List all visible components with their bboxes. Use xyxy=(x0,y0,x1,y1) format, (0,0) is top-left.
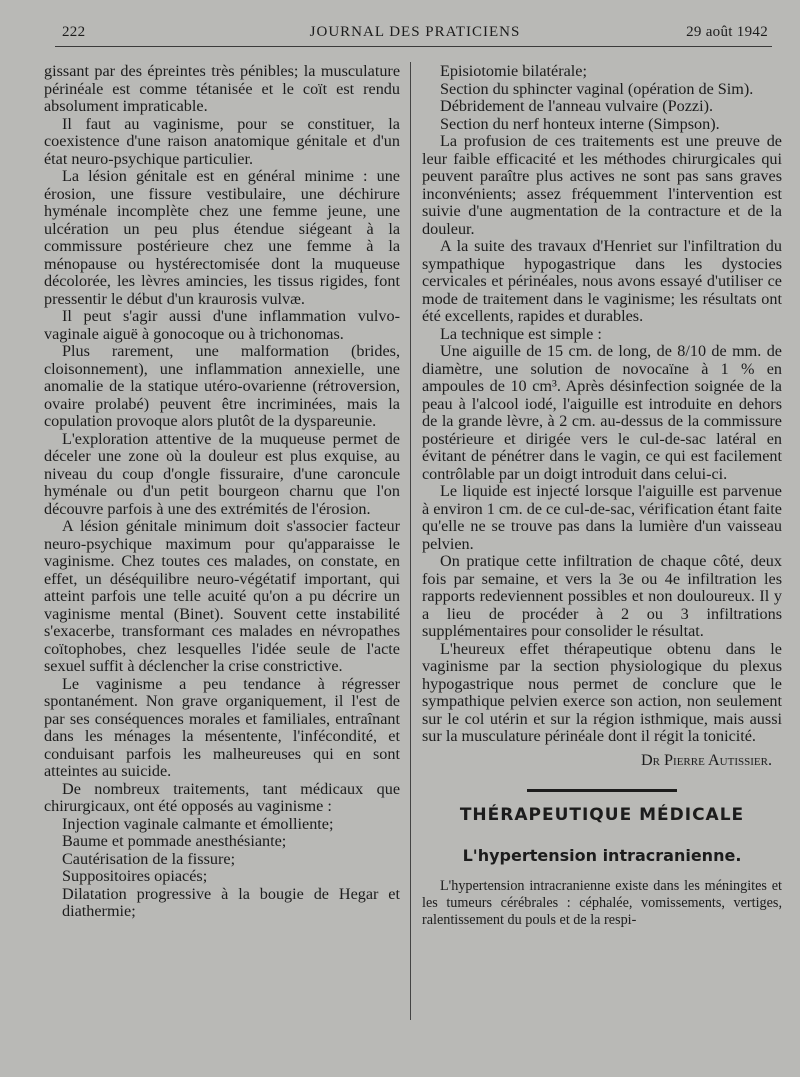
right-column xyxy=(422,63,782,929)
paragraph: Il peut s'agir aussi d'une inflammation vulvo-vaginale aiguë à gonocoque ou à trichonomas. xyxy=(44,307,400,343)
article-title: L'hypertension intracranienne. xyxy=(462,845,742,865)
list-item: Section du nerf honteux interne (Simpson). xyxy=(440,114,720,133)
list-item: Injection vaginale calmante et émolliente; xyxy=(62,814,334,833)
list-item: Episiotomie bilatérale; xyxy=(440,62,587,80)
paragraph: L'exploration attentive de la muqueuse permet de déceler une zone où la douleur est plus exquise, au niveau du coup d'ongle fissuraire, d'une caroncule hyménale ou d'un petit bourgeon charnu que l'on découvre parfois à une des extrémités de l'érosion. xyxy=(44,429,400,518)
issue-date: 29 août 1942 xyxy=(686,24,768,40)
section-separator xyxy=(527,789,677,792)
list-item: Suppositoires opiacés; xyxy=(62,867,208,885)
paragraph: Une aiguille de 15 cm. de long, de 8/10 de mm. de diamètre, une solution de novocaïne à 1 % en ampoules de 10 cm³. Après désinfection soignée de la peau à l'alcool iodé, l'aiguille est introduite en dehors de la grande lèvre, à 2 cm. au-dessus de la commissure postérieure et dirigée vers le cul-de-sac latéral en évitant de pénétrer dans le vagin, ce qui est facilement contrôlable par un doigt introduit dans celui-ci. xyxy=(422,342,782,483)
paragraph: A la suite des travaux d'Henriet sur l'infiltration du sympathique hypogastrique dans les dystocies cervicales et périnéales, nous avons essayé d'utiliser ce mode de traitement dans le vaginisme; les résultats ont été excellents, rapides et durables. xyxy=(422,237,782,325)
paragraph: On pratique cette infiltration de chaque côté, deux fois par semaine, et vers la 3e ou 4e infiltration les rapports redeviennent possibles et non douloureux. Il y a lieu de procéder à 2 ou 3 infiltrations supplémentaires pour consolider le résultat. xyxy=(422,552,782,640)
paragraph: A lésion génitale minimum doit s'associer facteur neuro-psychique maximum pour qu'apparaisse le vaginisme. Chez toutes ces malades, on constate, en effet, un déséquilibre neuro-végétatif important, qui atteint parfois une telle acuité qu'on a pu décrire un vaginisme mental (Binet). Souvent cette instabilité s'exacerbe, transformant ces malades en névropathes coïtophobes, chez lesquelles l'idée seule de l'acte sexuel suffit à déclencher la crise constrictive. xyxy=(44,517,400,675)
paragraph: Le vaginisme a peu tendance à régresser spontanément. Non grave organiquement, il l'est de par ses conséquences morales et familiales, entraînant dans les ménages la mésentente, l'infécondité, et conduisant parfois les malheureuses qui en sont atteintes au suicide. xyxy=(44,674,400,780)
list-item: Débridement de l'anneau vulvaire (Pozzi). xyxy=(440,97,714,115)
paragraph: Le liquide est injecté lorsque l'aiguille est parvenue à environ 1 cm. de ce cul-de-sac, vérification étant faite qu'elle ne se trouve pas dans la lumière d'un vaisseau pelvien. xyxy=(422,482,782,553)
journal-title: JOURNAL DES PRATICIENS xyxy=(309,24,521,40)
article-intro: L'hypertension intracranienne existe dans les méningites et les tumeurs cérébrales : céphalée, vomissements, vertiges, ralentissement du pouls et de la respi- xyxy=(422,878,782,928)
list-item: Section du sphincter vaginal (opération de Sim). xyxy=(440,79,754,98)
header-rule xyxy=(55,46,772,47)
list-item: Baume et pommade anesthésiante; xyxy=(62,832,287,850)
page-number: 222 xyxy=(62,24,86,40)
paragraph: gissant par des épreintes très pénibles; la musculature périnéale est comme tétanisée et le coït est rendu absolument impraticable. xyxy=(44,62,400,115)
paragraph: De nombreux traitements, tant médicaux que chirurgicaux, ont été opposés au vaginisme : xyxy=(44,779,400,815)
column-divider xyxy=(410,62,411,1020)
page-header xyxy=(62,20,768,46)
paragraph: Plus rarement, une malformation (brides, cloisonnement), une inflammation annexielle, une anomalie de la statique utéro-ovarienne (rétroversion, ovaire prolabé) peuvent être incriminées, mais la copulation provoque alors plutôt de la dyspareunie. xyxy=(44,342,400,430)
paragraph: Il faut au vaginisme, pour se constituer, la coexistence d'une raison anatomique génitale et d'un état neuro-psychique particulier. xyxy=(44,114,400,168)
paragraph-text: La lésion génitale est en général minime : une érosion, une fissure vestibulaire, une déchirure hyménale incomplète chez une femme jeune, une ulcération un peu plus étendue siégeant à la commissure postérieure chez une femme à la ménopause ou hystérectomisée dont la muqueuse décolorée, les lèvres amincies, les tissus rigides, font pressentir le début d'un kraurosis vulvæ. xyxy=(44,167,400,308)
paragraph: L'heureux effet thérapeutique obtenu dans le vaginisme par la section physiologique du plexus hypogastrique nous permet de conclure que le sympathique pelvien exerce son action, non seulement sur le col utérin et sur la région isthmique, mais aussi sur la musculature périnéale dont il régit la tonicité. xyxy=(422,639,782,745)
list-item: Dilatation progressive à la bougie de Hegar et diathermie; xyxy=(62,884,400,920)
list-item: Cautérisation de la fissure; xyxy=(62,849,236,868)
section-title: THÉRAPEUTIQUE MÉDICALE xyxy=(459,805,745,825)
author-signature: Dr Pierre Autissier. xyxy=(640,750,772,769)
paragraph xyxy=(44,168,400,308)
paragraph: La profusion de ces traitements est une preuve de leur faible efficacité et les méthodes chirurgicales qui peuvent paraître plus actives ne sont pas sans graves inconvénients; assez fréquemment l'intervention est suivie d'une augmentation de la contracture et de la douleur. xyxy=(422,132,782,238)
left-column xyxy=(44,63,400,921)
paragraph: La technique est simple : xyxy=(440,324,602,343)
